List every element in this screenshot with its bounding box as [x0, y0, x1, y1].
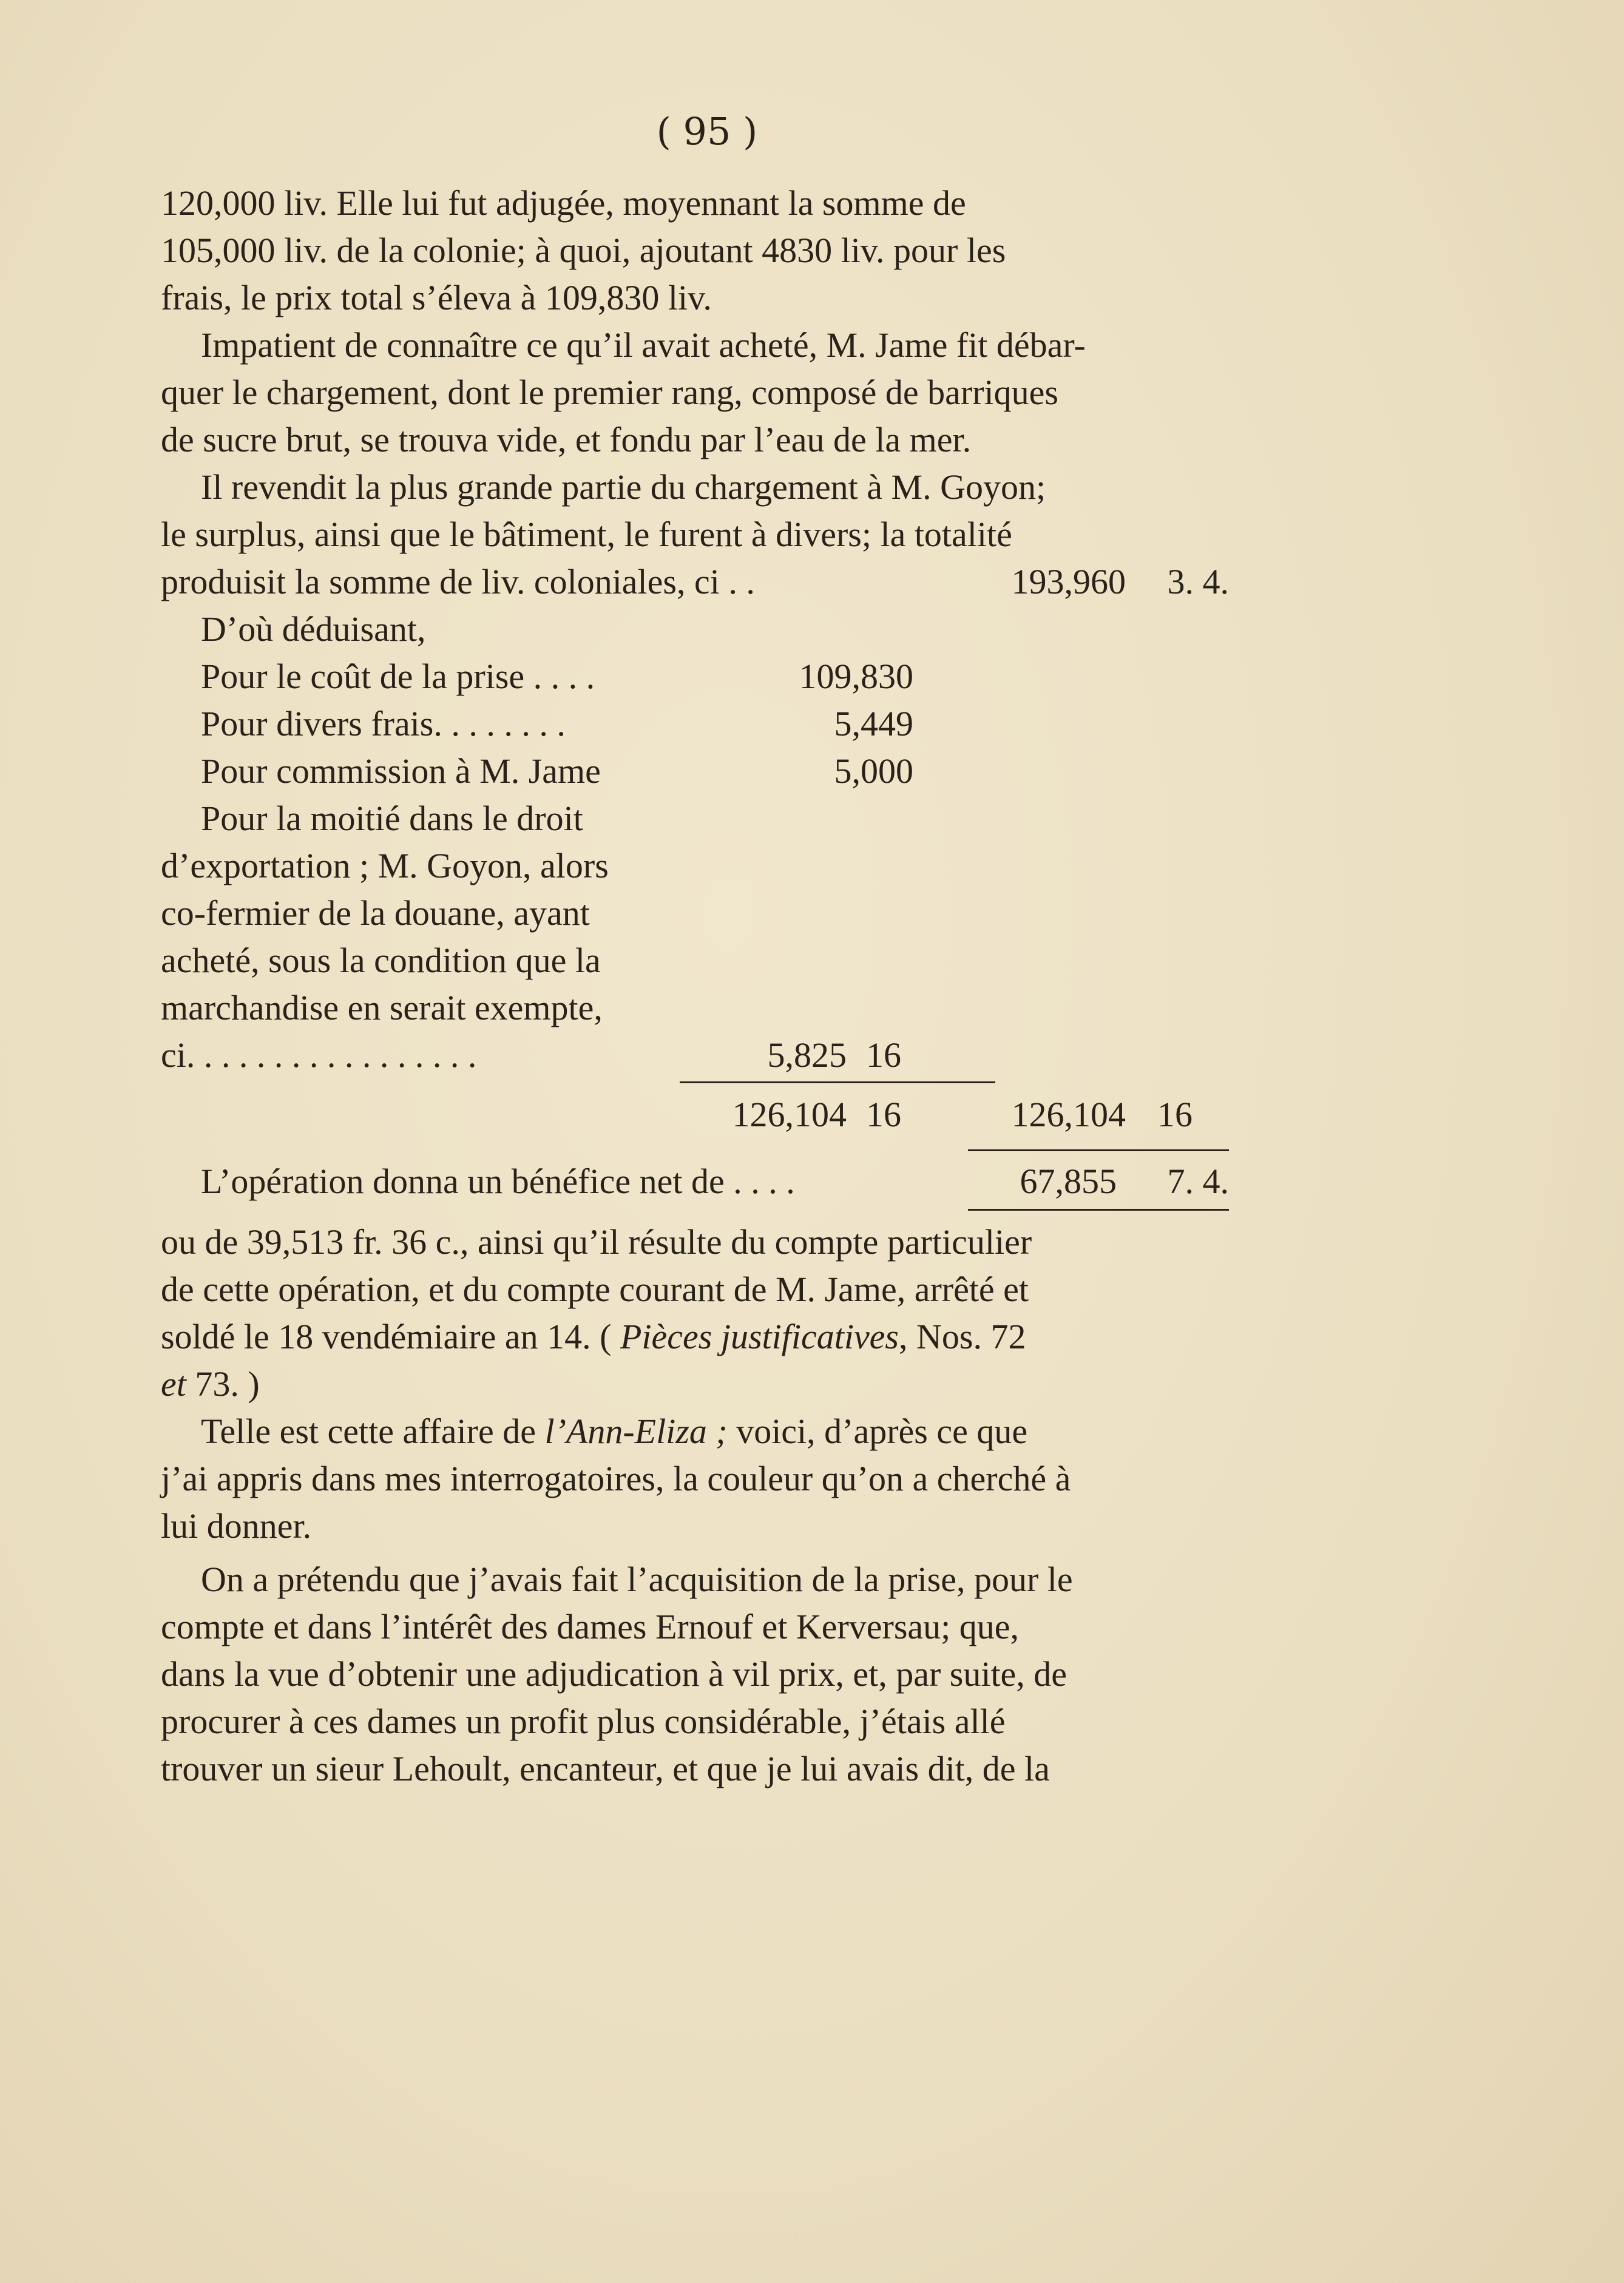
ledger-row-profit	[161, 1158, 1229, 1205]
ledger-description	[161, 795, 712, 1032]
ledger-amount: 5,000	[834, 751, 913, 791]
text-line: de sucre brut, se trouva vide, et fondu par l’eau de la mer.	[161, 420, 972, 459]
text-line: trouver un sieur Lehoult, encanteur, et que je lui avais dit, de la	[161, 1749, 1050, 1788]
ledger-row	[161, 606, 1229, 653]
sum-rule	[680, 1081, 995, 1083]
ledger-row	[161, 1032, 1229, 1079]
text-line: 105,000 liv. de la colonie; à quoi, ajoutant 4830 liv. pour les	[161, 231, 1006, 270]
text-line: 120,000 liv. Elle lui fut adjugée, moyennant la somme de	[161, 183, 966, 223]
ledger-label: ci. . . . . . . . . . . . . . . . .	[161, 1035, 477, 1075]
text-line: j’ai appris dans mes interrogatoires, la couleur qu’on a cherché à	[161, 1459, 1071, 1498]
ledger-sous: 16	[866, 1095, 901, 1134]
text-span: Telle est cette affaire de	[201, 1412, 536, 1451]
text-line: quer le chargement, dont le premier rang, composé de barriques	[161, 373, 1058, 412]
ledger-amount: 109,830	[799, 657, 913, 696]
text-line: Pour la moitié dans le droit	[201, 799, 583, 838]
text-line: compte et dans l’intérêt des dames Ernouf et Kerversau; que,	[161, 1607, 1020, 1646]
text-line	[161, 1313, 1229, 1361]
sum-rule	[968, 1209, 1229, 1211]
italic-span: l’Ann-Eliza ;	[544, 1412, 728, 1451]
text-line: Il revendit la plus grande partie du chargement à M. Goyon;	[201, 467, 1046, 507]
ledger-label: produisit la somme de liv. coloniales, ci . .	[161, 562, 755, 601]
page-number: ( 95 )	[656, 109, 758, 154]
ledger-rule-row	[161, 1146, 1229, 1158]
text-line	[161, 1408, 1229, 1455]
ledger-row	[161, 653, 1229, 700]
italic-span: Pièces justificatives	[620, 1317, 899, 1356]
ledger-label: D’où déduisant,	[201, 609, 426, 649]
ledger-amount: 193,960	[1011, 562, 1126, 601]
ledger-label: Pour le coût de la prise . . . .	[201, 657, 595, 696]
page-body	[161, 180, 1229, 1793]
text-line: Impatient de connaître ce qu’il avait acheté, M. Jame fit débar-	[201, 325, 1086, 365]
ledger-row-total-sale	[161, 558, 1229, 606]
text-line: de cette opération, et du compte courant de M. Jame, arrêté et	[161, 1270, 1029, 1309]
ledger-row	[161, 748, 1229, 795]
sum-rule	[968, 1149, 1229, 1151]
ledger-label: Pour divers frais. . . . . . . .	[201, 704, 566, 743]
ledger-row	[161, 700, 1229, 748]
ledger-sous: 3. 4.	[1167, 562, 1229, 601]
ledger-amount: 126,104	[732, 1095, 847, 1134]
text-line: ou de 39,513 fr. 36 c., ainsi qu’il résulte du compte particulier	[161, 1222, 1032, 1262]
text-line: dans la vue d’obtenir une adjudication à vil prix, et, par suite, de	[161, 1654, 1067, 1694]
ledger-amount: 5,825	[767, 1035, 847, 1075]
ledger-label: Pour commission à M. Jame	[201, 751, 601, 791]
text-span: soldé le 18 vendémiaire an 14. (	[161, 1317, 612, 1356]
text-line: le surplus, ainsi que le bâtiment, le furent à divers; la totalité	[161, 515, 1012, 554]
ledger-rule-row	[161, 1205, 1229, 1219]
text-line: On a prétendu que j’avais fait l’acquisition de la prise, pour le	[201, 1560, 1073, 1599]
ledger-row-sum	[161, 1091, 1229, 1146]
text-line: lui donner.	[161, 1506, 312, 1546]
text-span: , Nos. 72	[899, 1317, 1026, 1356]
ledger-amount: 67,855	[1020, 1162, 1117, 1201]
text-line: frais, le prix total s’éleva à 109,830 liv.	[161, 278, 712, 317]
text-span: voici, d’après ce que	[736, 1412, 1028, 1451]
ledger-label: L’opération donna un bénéfice net de . . . .	[201, 1162, 795, 1201]
text-line: procurer à ces dames un profit plus considérable, j’étais allé	[161, 1702, 1006, 1741]
ledger-amount: 126,104	[1011, 1095, 1126, 1134]
ledger-sous: 16	[1157, 1095, 1193, 1134]
text-line: d’exportation ; M. Goyon, alors	[161, 846, 609, 885]
ledger-rule-row	[161, 1079, 1229, 1091]
italic-span: et	[161, 1364, 186, 1404]
text-span: 73. )	[195, 1364, 260, 1404]
text-line: co-fermier de la douane, ayant	[161, 893, 590, 933]
text-line: acheté, sous la condition que la	[161, 941, 601, 980]
ledger-sous: 7. 4.	[1167, 1162, 1229, 1201]
text-line	[161, 1361, 1229, 1408]
ledger-sous: 16	[866, 1035, 901, 1075]
ledger-amount: 5,449	[834, 704, 913, 743]
text-line: marchandise en serait exempte,	[161, 988, 603, 1027]
